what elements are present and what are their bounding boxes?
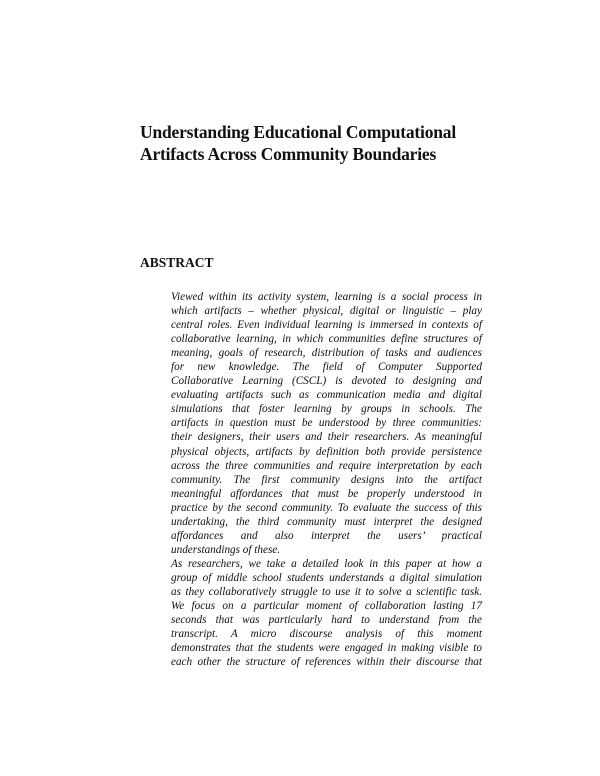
abstract-line: simulations that foster learning by groups in schools. The xyxy=(171,403,482,416)
abstract-line: meaningful affordances that must be properly understood in xyxy=(171,487,482,500)
abstract-line: affordances and also interpret the users’ practical xyxy=(171,529,482,542)
abstract-line: We focus on a particular moment of collaboration lasting 17 xyxy=(171,600,482,613)
paper-title-line: Artifacts Across Community Boundaries xyxy=(140,144,437,164)
abstract-line: each other the structure of references within their discourse that xyxy=(171,656,482,669)
abstract-line: seconds that was particularly hard to understand from the xyxy=(171,614,482,627)
abstract-line: for new knowledge. The field of Computer Supported xyxy=(171,361,482,374)
abstract-line: practice by the second community. To evaluate the success of this xyxy=(171,501,482,514)
abstract-line: Collaborative Learning (CSCL) is devoted to designing and xyxy=(171,375,482,388)
abstract-line: As researchers, we take a detailed look in this paper at how a xyxy=(171,557,482,570)
abstract-line: group of middle school students understands a digital simulation xyxy=(171,571,482,584)
abstract-line: artifacts in question must be understood by three communities: xyxy=(171,417,482,430)
abstract-line: undertaking, the third community must interpret the designed xyxy=(171,515,482,528)
paper-title-line: Understanding Educational Computational xyxy=(140,122,457,142)
abstract-line: evaluating artifacts such as communication media and digital xyxy=(171,389,482,402)
abstract-line: which artifacts – whether physical, digital or linguistic – play xyxy=(171,305,482,318)
abstract-line: community. The first community designs into the artifact xyxy=(171,473,482,486)
abstract-line: their designers, their users and their researchers. As meaningful xyxy=(171,431,482,444)
abstract-line: central roles. Even individual learning is immersed in contexts of xyxy=(171,319,482,332)
abstract-body xyxy=(171,290,482,669)
abstract-line: as they collaboratively struggle to use it to solve a scientific task. xyxy=(171,585,482,598)
abstract-line: physical objects, artifacts by definition both provide persistence xyxy=(171,445,482,458)
abstract-line: meaning, goals of research, distribution of tasks and audiences xyxy=(171,347,482,360)
abstract-line: Viewed within its activity system, learning is a social process in xyxy=(171,291,482,303)
abstract-line: understandings of these. xyxy=(171,543,281,556)
paper-title xyxy=(140,121,560,165)
abstract-line: across the three communities and require interpretation by each xyxy=(171,459,482,472)
abstract-line: demonstrates that the students were engaged in making visible to xyxy=(171,642,482,655)
abstract-heading: ABSTRACT xyxy=(140,255,214,270)
abstract-line: transcript. A micro discourse analysis of this moment xyxy=(171,628,482,641)
abstract-line: collaborative learning, in which communities define structures of xyxy=(171,333,482,346)
